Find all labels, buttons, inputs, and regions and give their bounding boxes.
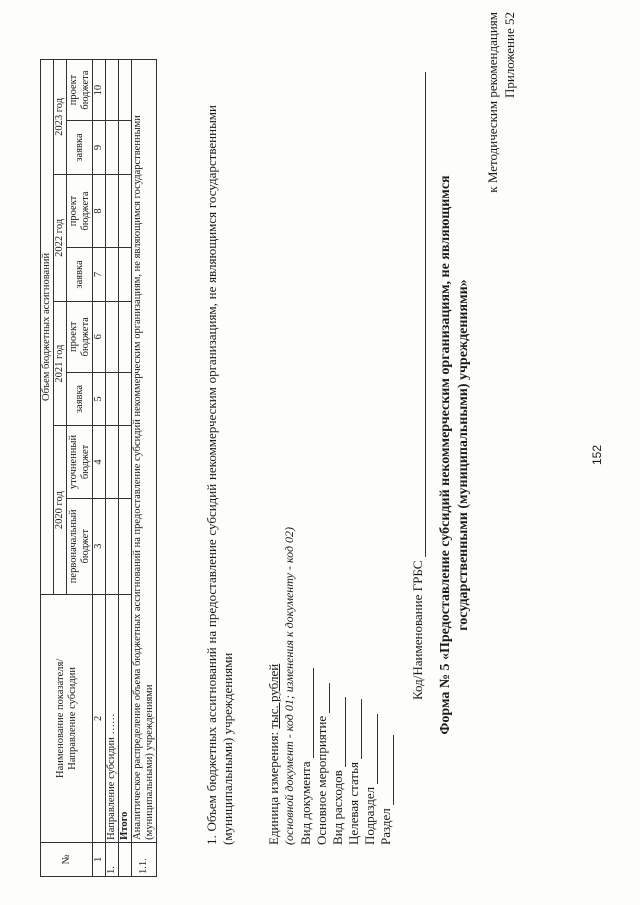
- header-revised-budget: уточненный бюджет: [67, 426, 93, 498]
- cell: [119, 301, 132, 372]
- header-row-1: [41, 60, 54, 877]
- row-name-total: Итого: [119, 594, 132, 842]
- header-draft-budget: проект бюджета: [67, 301, 93, 372]
- page-number: 152: [590, 444, 604, 465]
- col-number: 4: [93, 426, 106, 498]
- field-label: Подраздел: [362, 786, 377, 845]
- header-name-line1: Наименование показателя/: [54, 658, 66, 779]
- header-year-2021: 2021 год: [54, 301, 67, 426]
- col-number: 1: [93, 842, 106, 876]
- header-request: заявка: [67, 248, 93, 302]
- cell: [119, 60, 132, 121]
- header-year-2023: 2023 год: [54, 60, 67, 175]
- col-number: 5: [93, 372, 106, 426]
- field-underline: [365, 714, 378, 784]
- header-draft-budget: проект бюджета: [67, 60, 93, 121]
- field-underline: [301, 668, 314, 758]
- unit-label: Единица измерения:: [266, 731, 281, 845]
- field-underline: [349, 699, 362, 759]
- form-title-line2: государственными (муниципальными) учреждениями»: [456, 279, 471, 631]
- field-section: [378, 735, 394, 845]
- header-draft-budget: проект бюджета: [67, 174, 93, 247]
- unit-field: [266, 664, 282, 845]
- field-label: Целевая статья: [346, 761, 361, 845]
- header-request: заявка: [67, 372, 93, 426]
- appendix-line2: к Методическим рекомендациям: [485, 12, 500, 193]
- cell: [106, 426, 119, 498]
- appendix-line1: Приложение 52: [502, 12, 517, 99]
- cell: [119, 372, 132, 426]
- cell: [106, 174, 119, 247]
- header-year-2020: 2020 год: [54, 426, 67, 595]
- unit-value: тыс. рублей: [266, 663, 281, 729]
- cell: [119, 498, 132, 594]
- header-num: №: [41, 842, 93, 876]
- header-volume: Объем бюджетных ассигнований: [41, 60, 54, 595]
- cell: [106, 121, 119, 175]
- field-label: Вид расходов: [330, 770, 345, 845]
- field-expense-type: [330, 697, 346, 845]
- header-name-line2: Направление субсидии: [66, 667, 78, 770]
- field-doc-type: [298, 668, 314, 845]
- col-number: 10: [93, 60, 106, 121]
- field-main-activity: [314, 683, 330, 845]
- row-num: 1.1.: [132, 842, 157, 876]
- section-1-heading: 1. Объем бюджетных ассигнований на предоставление субсидий некоммерческим организациям, не являющимся государственными (муниципальными) учреждениями: [204, 105, 235, 845]
- row-name: Направление субсидии ……: [106, 594, 119, 842]
- cell: [119, 248, 132, 302]
- field-label: Основное мероприятие: [314, 715, 329, 845]
- table-row: [106, 60, 119, 877]
- row-11-text: Аналитическое распределение объема бюджетных ассигнований на предоставление субсидий некоммерческим организациям, не являющимся государственными (муниципальными) учреждениями: [132, 60, 157, 843]
- col-number: 2: [93, 594, 106, 842]
- doc-note: (основной документ - код 01; изменения к документу - код 02): [282, 526, 296, 845]
- field-target-article: [346, 699, 362, 845]
- col-number: 9: [93, 121, 106, 175]
- col-number: 8: [93, 174, 106, 247]
- table-row-total: [119, 60, 132, 877]
- col-number: 7: [93, 248, 106, 302]
- row-num: 1.: [106, 842, 119, 876]
- row-num: [119, 842, 132, 876]
- col-number: 3: [93, 498, 106, 594]
- cell: [106, 60, 119, 121]
- form-title: [437, 105, 473, 805]
- cell: [119, 174, 132, 247]
- cell: [106, 301, 119, 372]
- grbs-label: Код/Наименование ГРБС: [410, 560, 425, 700]
- field-label: Раздел: [378, 808, 393, 845]
- header-year-2022: 2022 год: [54, 174, 67, 301]
- form-title-line1: Форма № 5 «Предоставление субсидий некоммерческим организациям, не являющимся: [438, 175, 453, 735]
- table-row-1-1: [132, 60, 157, 877]
- grbs-field: [410, 72, 426, 700]
- field-underline: [317, 683, 330, 713]
- cell: [106, 372, 119, 426]
- header-name: [41, 594, 93, 842]
- field-underline: [381, 735, 394, 805]
- budget-table: [40, 59, 157, 877]
- column-number-row: [93, 60, 106, 877]
- cell: [119, 121, 132, 175]
- header-request: заявка: [67, 121, 93, 175]
- cell: [106, 498, 119, 594]
- field-underline: [333, 697, 346, 767]
- field-subsection: [362, 714, 378, 845]
- grbs-underline: [413, 72, 426, 557]
- col-number: 6: [93, 301, 106, 372]
- field-label: Вид документа: [298, 761, 313, 845]
- cell: [106, 248, 119, 302]
- header-initial-budget: первоначальный бюджет: [67, 498, 93, 594]
- cell: [119, 426, 132, 498]
